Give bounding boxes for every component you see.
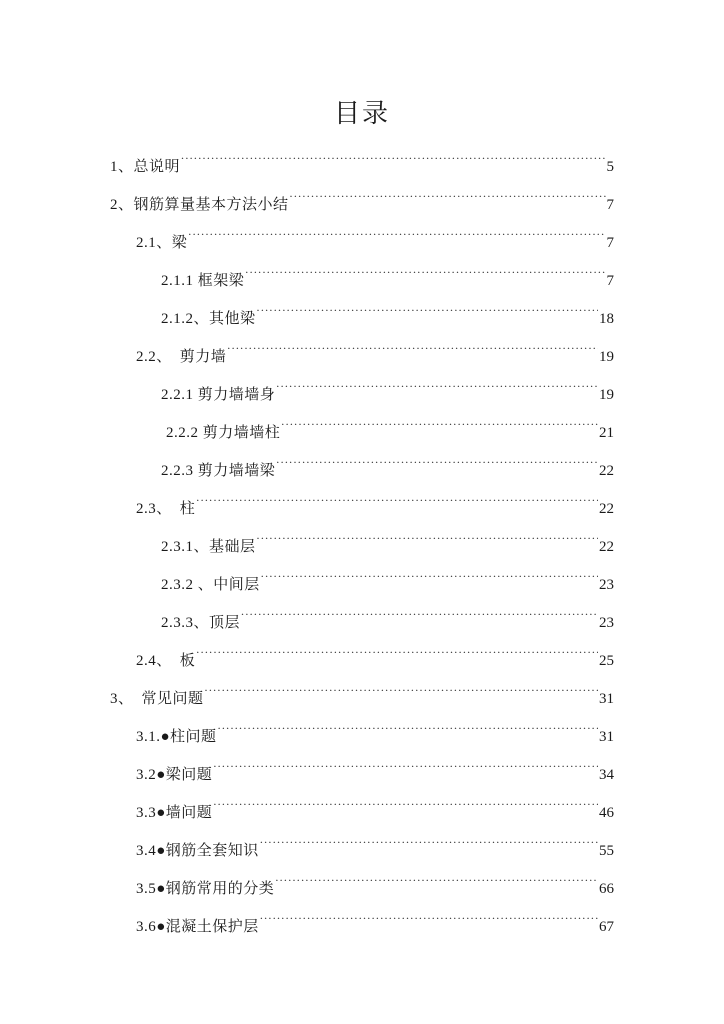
toc-entry-page: 7 [606, 235, 614, 251]
toc-entry-label: 3.1.●柱问题 [136, 729, 217, 745]
toc-entry[interactable] [161, 361, 614, 403]
toc-entry-page: 23 [599, 577, 614, 593]
toc-entry-page: 22 [599, 539, 614, 555]
dot-leader [260, 817, 598, 855]
toc-entry-label: 2.2、 剪力墙 [136, 349, 227, 365]
toc-entry-page: 7 [606, 273, 614, 289]
toc-entry-page: 21 [599, 425, 614, 441]
toc-entry-label: 3.5●钢筋常用的分类 [136, 881, 275, 897]
toc-entry-label: 2.3.2 、中间层 [161, 577, 260, 593]
toc-entry-label: 1、总说明 [110, 159, 181, 175]
toc-entry-label: 3.3●墙问题 [136, 805, 213, 821]
toc-entry-page: 23 [599, 615, 614, 631]
toc-entry-label: 2.2.3 剪力墙墙梁 [161, 463, 276, 479]
toc-entry-page: 22 [599, 463, 614, 479]
dot-leader [227, 323, 598, 361]
toc-entry-page: 25 [599, 653, 614, 669]
toc-entry[interactable] [136, 779, 614, 821]
dot-leader [257, 513, 598, 551]
toc-entry[interactable] [136, 209, 614, 251]
dot-leader [196, 475, 598, 513]
toc-entry-label: 2.3.1、基础层 [161, 539, 256, 555]
toc-entry[interactable] [136, 627, 614, 669]
toc-entry-label: 2.4、 板 [136, 653, 196, 669]
toc-entry-label: 2.1、梁 [136, 235, 188, 251]
dot-leader [205, 665, 598, 703]
dot-leader [276, 361, 598, 399]
toc-entry-label: 2.1.1 框架梁 [161, 273, 245, 289]
page-title: 目录 [333, 99, 390, 128]
toc-entry[interactable] [136, 855, 614, 897]
toc-entry-label: 2.3、 柱 [136, 501, 196, 517]
dot-leader [218, 703, 598, 741]
dot-leader [276, 437, 598, 475]
dot-leader [260, 893, 598, 931]
toc-entry-page: 31 [599, 729, 614, 745]
toc-entry-label: 2.2.2 剪力墙墙柱 [166, 425, 281, 441]
toc-entry-label: 2.3.3、顶层 [161, 615, 241, 631]
toc-entry-page: 19 [599, 349, 614, 365]
toc-entry[interactable] [166, 399, 614, 441]
toc-entry-label: 2.2.1 剪力墙墙身 [161, 387, 276, 403]
toc-entry[interactable] [136, 475, 614, 517]
toc-entry-label: 2.1.2、其他梁 [161, 311, 256, 327]
dot-leader [196, 627, 598, 665]
dot-leader [261, 551, 598, 589]
toc-entry-page: 5 [606, 159, 614, 175]
dot-leader [281, 399, 598, 437]
toc-entry[interactable] [110, 133, 614, 175]
toc-entry-page: 66 [599, 881, 614, 897]
toc-entry-page: 46 [599, 805, 614, 821]
toc-entry-label: 2、钢筋算量基本方法小结 [110, 197, 289, 213]
toc-entry-page: 31 [599, 691, 614, 707]
dot-leader [275, 855, 598, 893]
dot-leader [257, 285, 598, 323]
dot-leader [181, 133, 605, 171]
dot-leader [213, 741, 598, 779]
toc-entry[interactable] [136, 323, 614, 365]
toc-entry-page: 55 [599, 843, 614, 859]
toc-entry-label: 3.2●梁问题 [136, 767, 213, 783]
dot-leader [213, 779, 598, 817]
toc-entry[interactable] [161, 551, 614, 593]
toc-entry-page: 7 [606, 197, 614, 213]
toc-entry[interactable] [110, 171, 614, 213]
toc-entry[interactable] [161, 589, 614, 631]
toc-entry-page: 18 [599, 311, 614, 327]
dot-leader [245, 247, 605, 285]
toc-entry[interactable] [136, 741, 614, 783]
toc-entry[interactable] [136, 893, 614, 935]
toc-entry[interactable] [136, 817, 614, 859]
toc-entry-page: 22 [599, 501, 614, 517]
toc-entry-label: 3、 常见问题 [110, 691, 204, 707]
toc-entry[interactable] [161, 437, 614, 479]
toc-entry[interactable] [161, 247, 614, 289]
toc-entry[interactable] [136, 703, 614, 745]
dot-leader [188, 209, 605, 247]
dot-leader [241, 589, 598, 627]
dot-leader [290, 171, 606, 209]
toc-entry-page: 67 [599, 919, 614, 935]
toc-entry[interactable] [161, 513, 614, 555]
toc-entry[interactable] [110, 665, 614, 707]
toc-entry-page: 19 [599, 387, 614, 403]
toc-entry[interactable] [161, 285, 614, 327]
toc-entry-label: 3.6●混凝土保护层 [136, 919, 259, 935]
toc-entry-label: 3.4●钢筋全套知识 [136, 843, 259, 859]
toc-entry-page: 34 [599, 767, 614, 783]
